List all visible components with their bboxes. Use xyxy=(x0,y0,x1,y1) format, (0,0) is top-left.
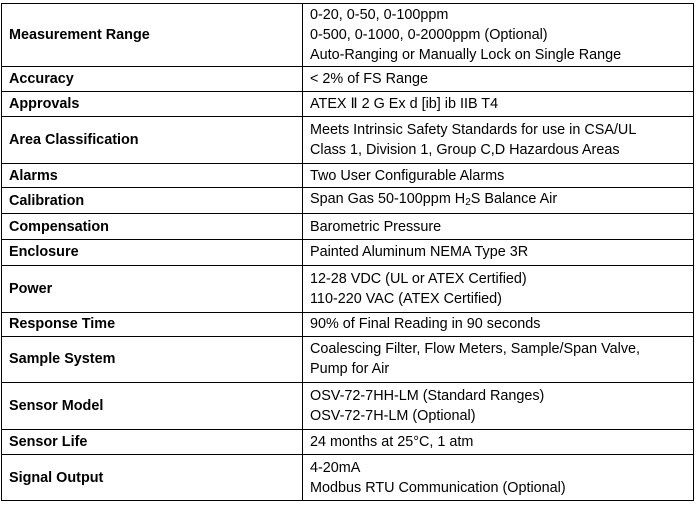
table-row xyxy=(2,163,694,187)
spec-label: Sensor Life xyxy=(2,429,303,454)
spec-value-line: Auto-Ranging or Manually Lock on Single Range xyxy=(310,47,622,64)
spec-value-line: OSV-72-7HH-LM (Standard Ranges) xyxy=(310,387,545,404)
spec-label: Measurement Range xyxy=(2,4,303,67)
spec-value-line: < 2% of FS Range xyxy=(310,70,428,87)
table-row xyxy=(2,240,694,265)
table-row xyxy=(2,213,694,239)
table-row xyxy=(2,382,694,429)
spec-value xyxy=(303,67,694,91)
spec-value-line: ATEX Ⅱ 2 G Ex d [ib] ib IIB T4 xyxy=(310,95,499,112)
table-row xyxy=(2,336,694,382)
spec-value-line: 12-28 VDC (UL or ATEX Certified) xyxy=(310,270,527,287)
spec-label: Sample System xyxy=(2,336,303,382)
spec-value xyxy=(303,4,694,67)
spec-value-line: 0-20, 0-50, 0-100ppm xyxy=(310,7,449,24)
spec-value-line: 4-20mA xyxy=(310,459,361,476)
table-row xyxy=(2,4,694,67)
spec-label: Approvals xyxy=(2,91,303,116)
table-row xyxy=(2,117,694,164)
spec-value xyxy=(303,163,694,187)
spec-value xyxy=(303,312,694,336)
spec-value xyxy=(303,213,694,239)
table-row xyxy=(2,429,694,454)
table-row xyxy=(2,265,694,312)
spec-value-line: 110-220 VAC (ATEX Certified) xyxy=(310,290,502,307)
spec-value-line: OSV-72-7H-LM (Optional) xyxy=(310,407,476,424)
spec-value-line: 90% of Final Reading in 90 seconds xyxy=(310,316,541,333)
spec-value-line xyxy=(310,189,693,213)
spec-value xyxy=(303,265,694,312)
spec-value xyxy=(303,382,694,429)
spec-value-line: Pump for Air xyxy=(310,361,390,378)
spec-value-line: Class 1, Division 1, Group C,D Hazardous Areas xyxy=(310,141,620,158)
spec-label: Enclosure xyxy=(2,240,303,265)
spec-value xyxy=(303,429,694,454)
spec-value xyxy=(303,455,694,501)
spec-value xyxy=(303,91,694,116)
table-row xyxy=(2,91,694,116)
spec-label: Calibration xyxy=(2,188,303,213)
spec-value xyxy=(303,336,694,382)
spec-value-line: 0-500, 0-1000, 0-2000ppm (Optional) xyxy=(310,27,548,44)
spec-label: Alarms xyxy=(2,163,303,187)
spec-value-line: Barometric Pressure xyxy=(310,218,442,235)
spec-label: Sensor Model xyxy=(2,382,303,429)
spec-value xyxy=(303,188,694,213)
table-row xyxy=(2,67,694,91)
spec-value-line: Meets Intrinsic Safety Standards for use in CSA/UL xyxy=(310,121,637,138)
spec-value-line: Two User Configurable Alarms xyxy=(310,167,505,184)
specifications-table xyxy=(1,3,694,501)
spec-label: Signal Output xyxy=(2,455,303,501)
spec-value-line: Modbus RTU Communication (Optional) xyxy=(310,479,566,496)
spec-label: Response Time xyxy=(2,312,303,336)
calibration-text-after: S Balance Air xyxy=(470,190,558,207)
spec-value xyxy=(303,240,694,265)
spec-label: Area Classification xyxy=(2,117,303,164)
spec-label: Accuracy xyxy=(2,67,303,91)
spec-label: Compensation xyxy=(2,213,303,239)
spec-value-line: Painted Aluminum NEMA Type 3R xyxy=(310,244,529,261)
calibration-subscript: 2 xyxy=(465,196,471,208)
table-row xyxy=(2,455,694,501)
table-row xyxy=(2,312,694,336)
spec-value-line: Coalescing Filter, Flow Meters, Sample/Span Valve, xyxy=(310,341,641,358)
spec-value-line: 24 months at 25°C, 1 atm xyxy=(310,433,474,450)
spec-label: Power xyxy=(2,265,303,312)
calibration-text-before: Span Gas 50-100ppm H xyxy=(310,190,466,207)
table-row xyxy=(2,188,694,213)
spec-value xyxy=(303,117,694,164)
